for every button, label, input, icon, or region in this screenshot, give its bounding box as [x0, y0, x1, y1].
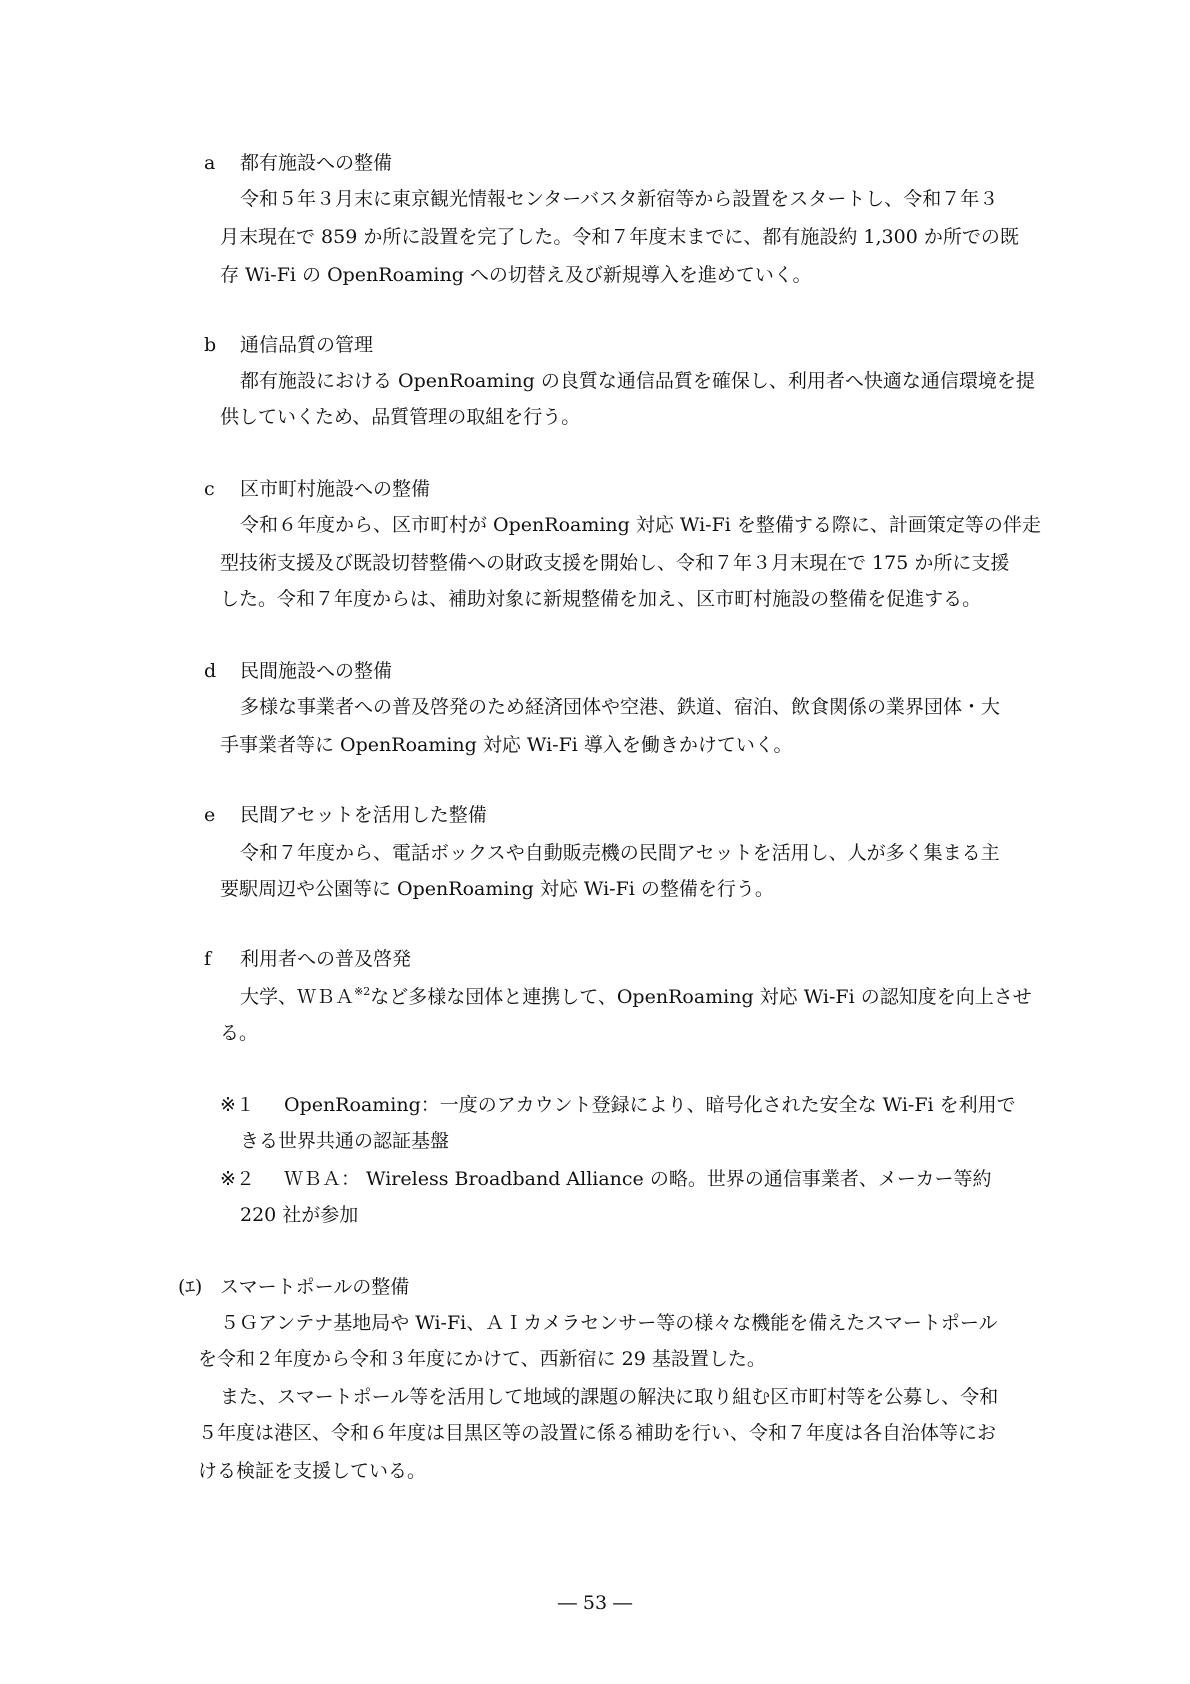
- note-2-line-2: 220 社が参加: [240, 1204, 359, 1226]
- section-e-label: e: [204, 804, 216, 826]
- section-c-line-3: した。令和７年度からは、補助対象に新規整備を加え、区市町村施設の整備を促進する。: [220, 588, 982, 610]
- section-b-line-1: 都有施設における OpenRoaming の良質な通信品質を確保し、利用者へ快適な通信環境を提: [240, 370, 1035, 392]
- section-d-line-1: 多様な事業者への普及啓発のため経済団体や空港、鉄道、宿泊、飲食関係の業界団体・大: [240, 696, 1001, 718]
- smartpole-line-5: ける検証を支援している。: [198, 1460, 427, 1482]
- smartpole-line-1: ５Ｇアンテナ基地局や Wi-Fi、ＡＩカメラセンサー等の様々な機能を備えたスマートポール: [220, 1312, 998, 1334]
- note-1-line-1: OpenRoaming：一度のアカウント登録により、暗号化された安全な Wi-Fi を利用で: [284, 1094, 1016, 1116]
- section-a-line-1: 令和５年３月末に東京観光情報センターバスタ新宿等から設置をスタートし、令和７年３: [240, 188, 999, 210]
- section-e-line-1: 令和７年度から、電話ボックスや自動販売機の民間アセットを活用し、人が多く集まる主: [240, 842, 1000, 864]
- page-number: ― 53 ―: [557, 1592, 633, 1614]
- section-d-label: d: [204, 660, 217, 682]
- section-a-label: a: [204, 152, 216, 174]
- section-a-line-2: 月末現在で 859 か所に設置を完了した。令和７年度末までに、都有施設約 1,300 か所での既: [220, 226, 1019, 248]
- section-a-title: 都有施設への整備: [240, 152, 393, 174]
- section-a-line-3: 存 Wi-Fi の OpenRoaming への切替え及び新規導入を進めていく。: [220, 264, 812, 286]
- section-f-label: f: [204, 948, 212, 970]
- section-c-title: 区市町村施設への整備: [240, 478, 431, 500]
- smartpole-line-4: ５年度は港区、令和６年度は目黒区等の設置に係る補助を行い、令和７年度は各自治体等にお: [198, 1422, 997, 1444]
- section-d-title: 民間施設への整備: [240, 660, 393, 682]
- note-1-mark: ※１: [220, 1094, 255, 1116]
- smartpole-line-2: を令和２年度から令和３年度にかけて、西新宿に 29 基設置した。: [198, 1348, 766, 1370]
- section-b-title: 通信品質の管理: [240, 334, 374, 356]
- section-e-title: 民間アセットを活用した整備: [240, 804, 487, 826]
- section-d-line-2: 手事業者等に OpenRoaming 対応 Wi-Fi 導入を働きかけていく。: [220, 734, 793, 756]
- smartpole-label: (ｴ): [178, 1276, 203, 1298]
- smartpole-title: スマートポールの整備: [220, 1276, 410, 1298]
- section-b-line-2: 供していくため、品質管理の取組を行う。: [220, 406, 581, 428]
- section-e-line-2: 要駅周辺や公園等に OpenRoaming 対応 Wi-Fi の整備を行う。: [220, 878, 774, 900]
- section-c-line-1: 令和６年度から、区市町村が OpenRoaming 対応 Wi-Fi を整備する際に、計画策定等の伴走: [240, 514, 1041, 536]
- note-1-line-2: きる世界共通の認証基盤: [240, 1130, 450, 1152]
- section-c-line-2: 型技術支援及び既設切替整備への財政支援を開始し、令和７年３月末現在で 175 か所に支援: [220, 552, 1010, 574]
- section-f-line-1-start: 大学、ＷＢＡ: [240, 986, 355, 1008]
- section-f-line-1-end: など多様な団体と連携して、OpenRoaming 対応 Wi-Fi の認知度を向上させ: [370, 986, 1032, 1008]
- section-f-line-2: る。: [220, 1022, 259, 1044]
- note-2-line-1: ＷＢＡ： Wireless Broadband Alliance の略。世界の通信事業者、メーカー等約: [284, 1168, 992, 1190]
- footnote-ref-2: ※2: [354, 985, 371, 998]
- section-c-label: c: [204, 478, 215, 500]
- section-f-title: 利用者への普及啓発: [240, 948, 412, 970]
- section-f-line-1: [240, 982, 1032, 1012]
- smartpole-line-3: また、スマートポール等を活用して地域的課題の解決に取り組む区市町村等を公募し、令和: [220, 1386, 999, 1408]
- note-2-mark: ※２: [220, 1168, 255, 1190]
- section-b-label: b: [204, 334, 217, 356]
